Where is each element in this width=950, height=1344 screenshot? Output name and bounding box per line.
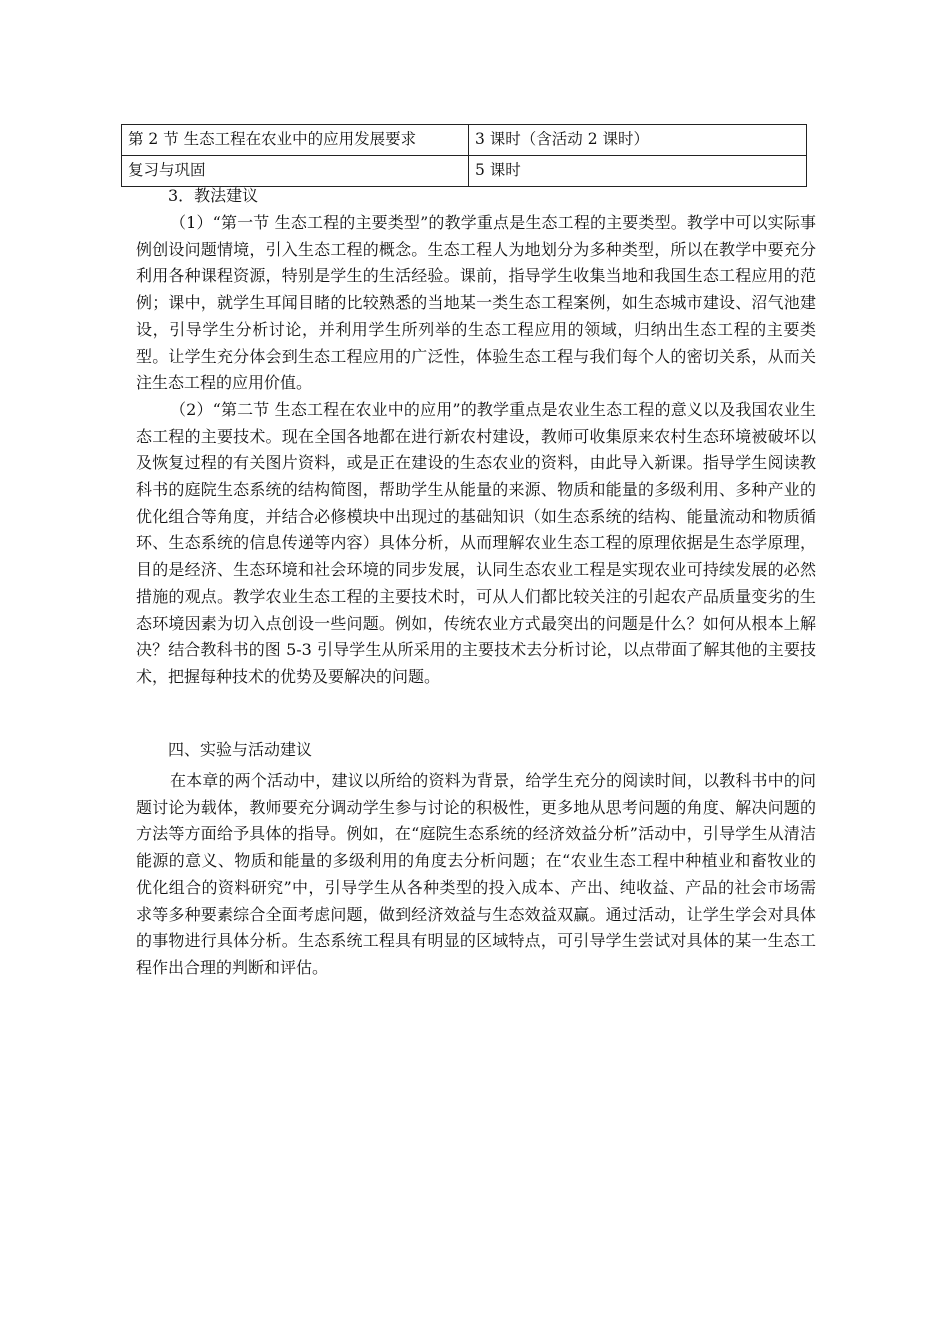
course-hours-table [121, 124, 807, 187]
experiment-activity-heading: 四、实验与活动建议 [168, 740, 313, 759]
table-row [122, 156, 807, 187]
hours-cell: 3 课时（含活动 2 课时） [469, 125, 807, 156]
teaching-suggestions-body [136, 210, 816, 691]
section-cell: 第 2 节 生态工程在农业中的应用发展要求 [122, 125, 469, 156]
hours-cell: 5 课时 [469, 156, 807, 187]
teaching-suggestions-heading: 3．教法建议 [168, 186, 259, 205]
paragraph: 在本章的两个活动中，建议以所给的资料为背景，给学生充分的阅读时间，以教科书中的问题讨论为载体，教师要充分调动学生参与讨论的积极性，更多地从思考问题的角度、解决问题的方法等方面给予具体的指导。例如，在“庭院生态系统的经济效益分析”活动中，引导学生从清洁能源的意义、物质和能量的多级利用的角度去分析问题；在“农业生态工程中种植业和畜牧业的优化组合的资料研究”中，引导学生从各种类型的投入成本、产出、纯收益、产品的社会市场需求等多种要素综合全面考虑问题，做到经济效益与生态效益双赢。通过活动，让学生学会对具体的事物进行具体分析。生态系统工程具有明显的区域特点，可引导学生尝试对具体的某一生态工程作出合理的判断和评估。 [136, 771, 816, 977]
paragraph: （1）“第一节 生态工程的主要类型”的教学重点是生态工程的主要类型。教学中可以实际事例创设问题情境，引入生态工程的概念。生态工程人为地划分为多种类型，所以在教学中要充分利用各种课程资源，特别是学生的生活经验。课前，指导学生收集当地和我国生态工程应用的范例；课中，就学生耳闻目睹的比较熟悉的当地某一类生态工程案例，如生态城市建设、沼气池建设，引导学生分析讨论，并利用学生所列举的生态工程应用的领域，归纳出生态工程的主要类型。让学生充分体会到生态工程应用的广泛性，体验生态工程与我们每个人的密切关系，从而关注生态工程的应用价值。 [136, 213, 816, 393]
paragraph: （2）“第二节 生态工程在农业中的应用”的教学重点是农业生态工程的意义以及我国农业生态工程的主要技术。现在全国各地都在进行新农村建设，教师可收集原来农村生态环境被破坏以及恢复过程的有关图片资料，或是正在建设的生态农业的资料，由此导入新课。指导学生阅读教科书的庭院生态系统的结构简图，帮助学生从能量的来源、物质和能量的多级利用、多种产业的优化组合等角度，并结合必修模块中出现过的基础知识（如生态系统的结构、能量流动和物质循环、生态系统的信息传递等内容）具体分析，从而理解农业生态工程的原理依据是生态学原理，目的是经济、生态环境和社会环境的同步发展，认同生态农业工程是实现农业可持续发展的必然措施的观点。教学农业生态工程的主要技术时，可从人们都比较关注的引起农产品质量变劣的生态环境因素为切入点创设一些问题。例如，传统农业方式最突出的问题是什么？如何从根本上解决？结合教科书的图 5-3 引导学生从所采用的主要技术去分析讨论，以点带面了解其他的主要技术，把握每种技术的优势及要解决的问题。 [136, 399, 816, 686]
section-cell: 复习与巩固 [122, 156, 469, 187]
experiment-activity-body [136, 768, 816, 982]
table-row [122, 125, 807, 156]
